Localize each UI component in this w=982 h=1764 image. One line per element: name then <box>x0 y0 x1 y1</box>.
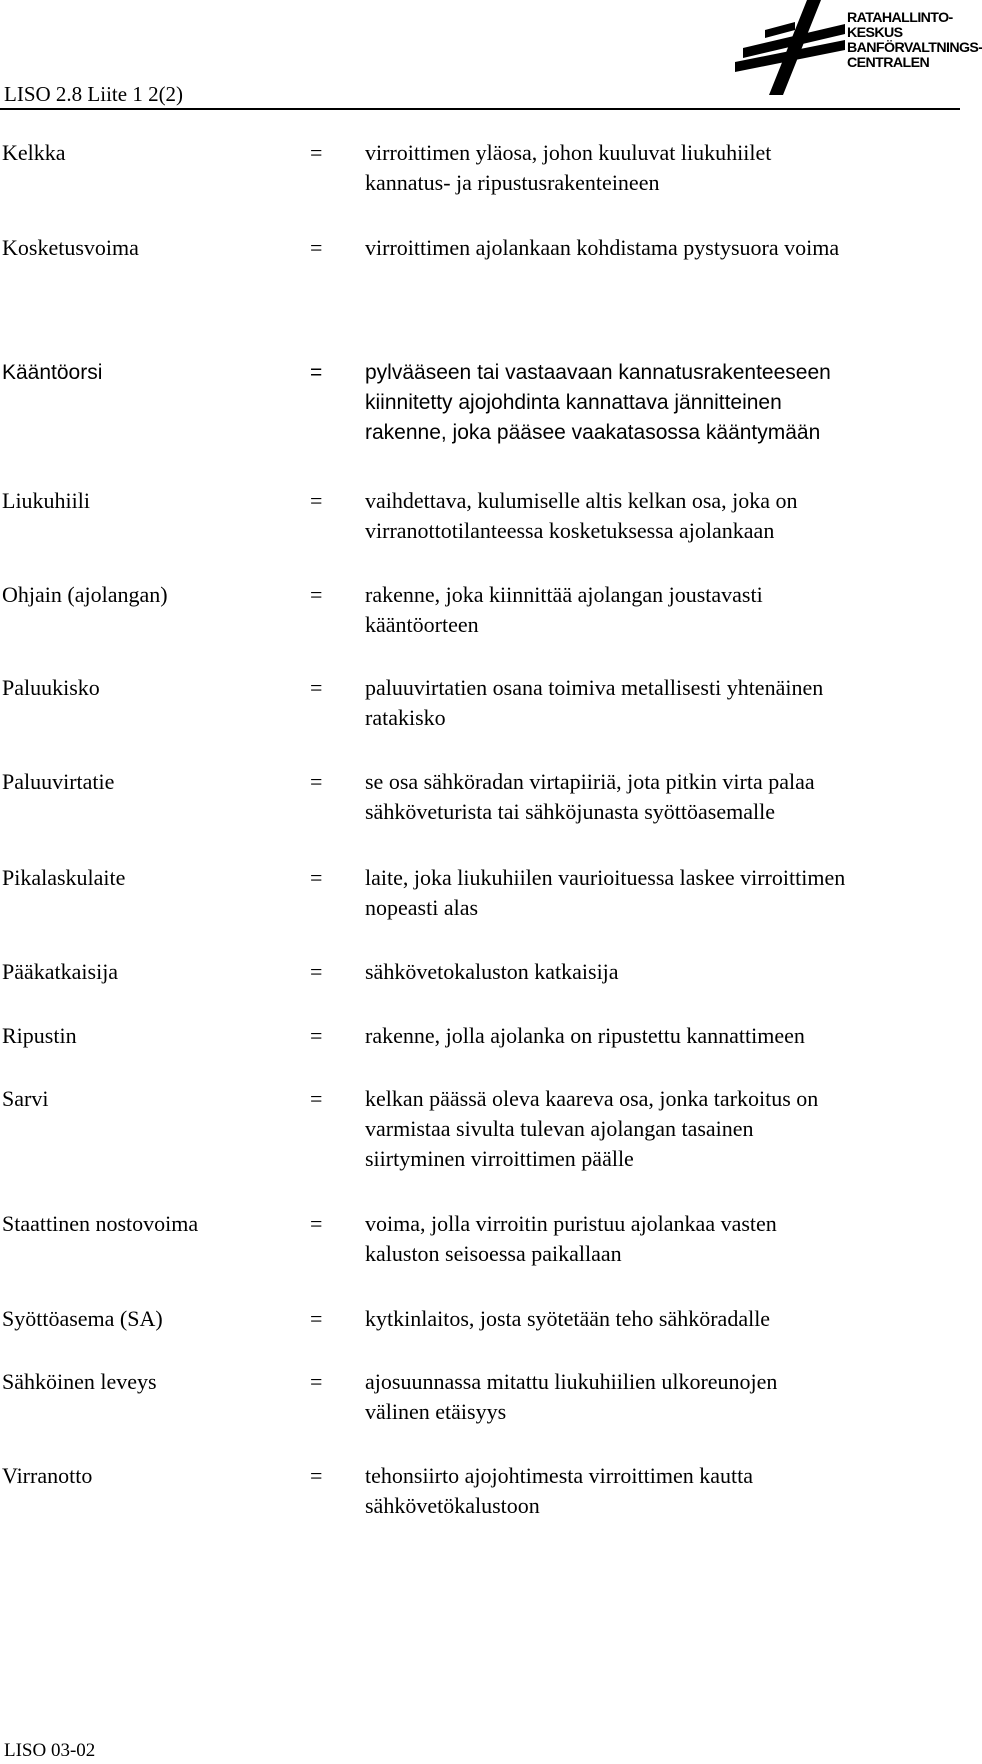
definition <box>365 1461 960 1521</box>
equals-sign: = <box>310 361 323 384</box>
definition-line: pylvääseen tai vastaavaan kannatusrakenteeseen <box>365 361 831 384</box>
definition <box>365 1367 960 1427</box>
definition-line: rakenne, jolla ajolanka on ripustettu kannattimeen <box>365 1023 805 1048</box>
definition-line: voima, jolla virroitin puristuu ajolankaa vasten <box>365 1211 777 1236</box>
definition-line: sähkövetökalustoon <box>365 1493 540 1518</box>
definition-line: ratakisko <box>365 705 446 730</box>
definition-line: rakenne, joka kiinnittää ajolangan joustavasti <box>365 582 763 607</box>
definition-line: nopeasti alas <box>365 895 479 920</box>
equals-sign: = <box>310 1023 323 1048</box>
term: Sähköinen leveys <box>2 1369 157 1394</box>
definition-line: virroittimen yläosa, johon kuuluvat liukuhiilet <box>365 140 772 165</box>
definition <box>365 673 960 733</box>
equals-sign: = <box>310 769 323 794</box>
term: Syöttöasema (SA) <box>2 1306 163 1331</box>
term: Paluuvirtatie <box>2 769 115 794</box>
equals-sign: = <box>310 1463 323 1488</box>
term: Kosketusvoima <box>2 235 139 260</box>
definition <box>365 957 960 987</box>
definition <box>365 486 960 546</box>
definition-line: kaluston seisoessa paikallaan <box>365 1241 622 1266</box>
definition <box>365 1209 960 1269</box>
equals-sign: = <box>310 675 323 700</box>
definition-line: siirtyminen virroittimen päälle <box>365 1146 634 1171</box>
header-rule <box>0 108 960 110</box>
definition <box>365 863 960 923</box>
definition <box>365 233 960 263</box>
definition <box>365 1304 960 1334</box>
definition-line: ajosuunnassa mitattu liukuhiilien ulkoreunojen <box>365 1369 778 1394</box>
agency-logo-text <box>847 11 982 71</box>
term: Liukuhiili <box>2 488 90 513</box>
term: Pikalaskulaite <box>2 865 126 890</box>
definition-line: välinen etäisyys <box>365 1399 507 1424</box>
definition-line: kytkinlaitos, josta syötetään teho sähköradalle <box>365 1306 771 1331</box>
definition-line: kannatus- ja ripustusrakenteineen <box>365 170 660 195</box>
definition-line: sähköveturista tai sähköjunasta syöttöasemalle <box>365 799 775 824</box>
definition-line: se osa sähköradan virtapiiriä, jota pitkin virta palaa <box>365 769 815 794</box>
term: Kelkka <box>2 140 66 165</box>
logo-line: CENTRALEN <box>847 55 930 71</box>
term: Ohjain (ajolangan) <box>2 582 168 607</box>
term: Pääkatkaisija <box>2 959 119 984</box>
equals-sign: = <box>310 582 323 607</box>
term: Kääntöorsi <box>2 361 103 384</box>
definition <box>365 767 960 827</box>
equals-sign: = <box>310 865 323 890</box>
equals-sign: = <box>310 959 323 984</box>
agency-logo-mark <box>735 0 845 95</box>
definition <box>365 580 960 640</box>
definition-line: laite, joka liukuhiilen vaurioituessa laskee virroittimen <box>365 865 846 890</box>
definition <box>365 138 960 198</box>
definition-line: tehonsiirto ajojohtimesta virroittimen kautta <box>365 1463 753 1488</box>
definition-line: vaihdettava, kulumiselle altis kelkan osa, joka on <box>365 488 798 513</box>
definition-line: virranottotilanteessa kosketuksessa ajolankaan <box>365 518 775 543</box>
term: Paluukisko <box>2 675 100 700</box>
equals-sign: = <box>310 488 323 513</box>
definition-line: kääntöorteen <box>365 612 479 637</box>
term: Staattinen nostovoima <box>2 1211 199 1236</box>
definition-line: kiinnitetty ajojohdinta kannattava jännitteinen <box>365 391 782 414</box>
logo-line: RATAHALLINTO- <box>847 10 953 26</box>
document-reference: LISO 2.8 Liite 1 2(2) <box>4 82 184 106</box>
definition-line: sähkövetokaluston katkaisija <box>365 959 619 984</box>
equals-sign: = <box>310 1369 323 1394</box>
definition-line: kelkan päässä oleva kaareva osa, jonka tarkoitus on <box>365 1086 819 1111</box>
definition-line: varmistaa sivulta tulevan ajolangan tasainen <box>365 1116 754 1141</box>
term: Virranotto <box>2 1463 93 1488</box>
equals-sign: = <box>310 1086 323 1111</box>
definition <box>365 1084 960 1174</box>
definition <box>365 1021 960 1051</box>
definition <box>365 358 960 448</box>
agency-logo <box>735 0 982 104</box>
definition-line: paluuvirtatien osana toimiva metallisesti yhtenäinen <box>365 675 824 700</box>
equals-sign: = <box>310 140 323 165</box>
term: Ripustin <box>2 1023 77 1048</box>
equals-sign: = <box>310 235 323 260</box>
logo-line: BANFÖRVALTNINGS- <box>847 40 982 56</box>
equals-sign: = <box>310 1211 323 1236</box>
equals-sign: = <box>310 1306 323 1331</box>
definition-line: rakenne, joka pääsee vaakatasossa kääntymään <box>365 421 821 444</box>
definition-line: virroittimen ajolankaan kohdistama pystysuora voima <box>365 235 840 260</box>
term: Sarvi <box>2 1086 49 1111</box>
logo-line: KESKUS <box>847 25 903 41</box>
footer-reference: LISO 03-02 <box>4 1740 96 1761</box>
